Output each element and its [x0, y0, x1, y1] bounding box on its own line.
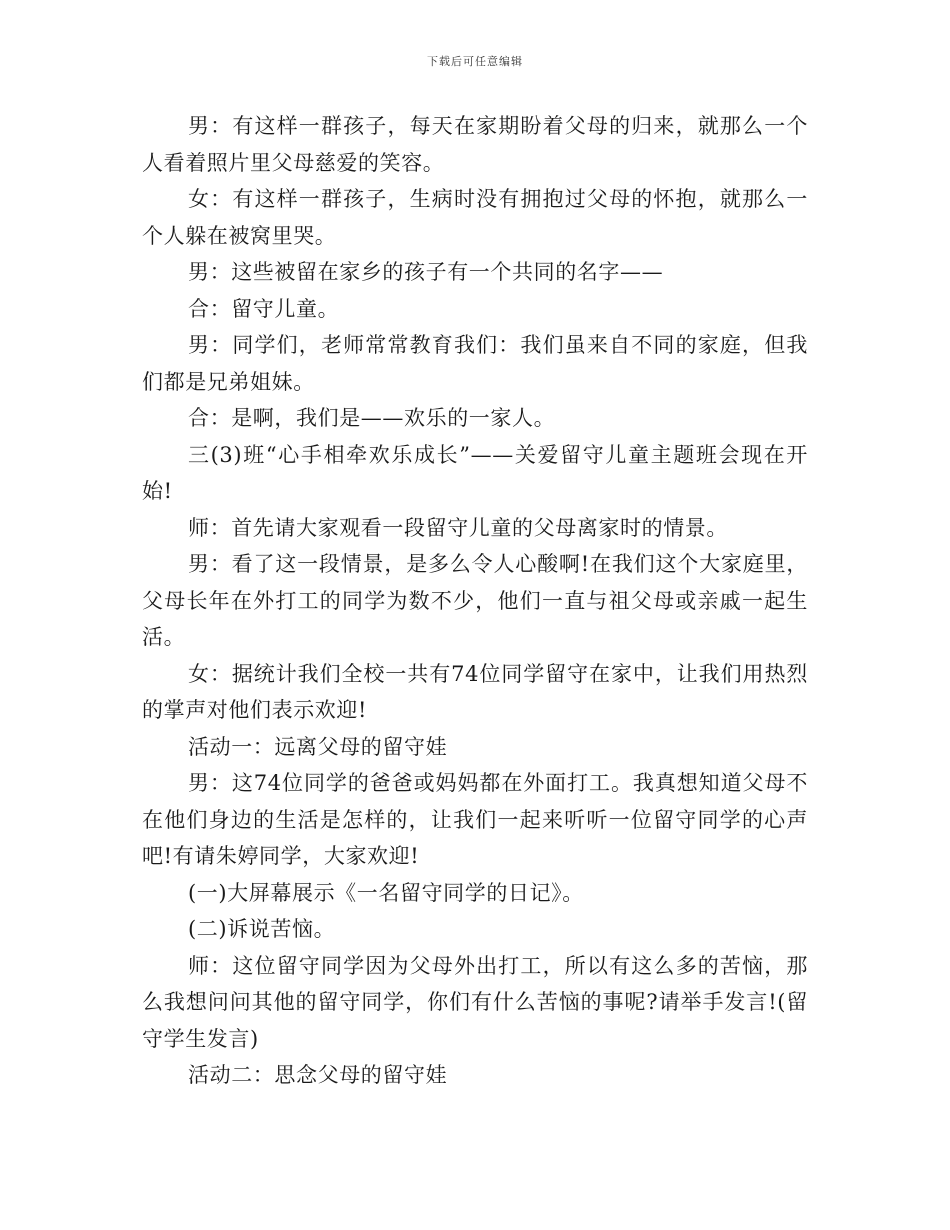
paragraph-13: (一)大屏幕展示《一名留守同学的日记》。	[188, 880, 584, 905]
paragraph-6: 合：是啊，我们是——欢乐的一家人。	[188, 406, 556, 430]
page-header: 下载后可任意编辑	[427, 55, 523, 68]
paragraph-8: 师：首先请大家观看一段留守儿童的父母离家时的情景。	[188, 515, 728, 540]
paragraph-7: 三(3)班“心手相牵欢乐成长”——关爱留守儿童主题班会现在开始!	[142, 442, 808, 503]
paragraph-4: 合：留守儿童。	[188, 296, 340, 321]
section-heading-activity-1: 活动一：远离父母的留守娃	[188, 734, 448, 759]
paragraph-1: 男：有这样一群孩子，每天在家期盼着父母的归来，就那么一个人看着照片里父母慈爱的笑容。	[142, 114, 808, 175]
paragraph-9: 男：看了这一段情景，是多么令人心酸啊!在我们这个大家庭里，父母长年在外打工的同学为数不少，他们一直与祖父母或亲戚一起生活。	[142, 552, 808, 649]
paragraph-14: (二)诉说苦恼。	[188, 917, 336, 941]
paragraph-10: 女：据统计我们全校一共有74位同学留守在家中，让我们用热烈的掌声对他们表示欢迎!	[142, 661, 808, 722]
document-body	[142, 108, 808, 1094]
paragraph-12: 男：这74位同学的爸爸或妈妈都在外面打工。我真想知道父母不在他们身边的生活是怎样的，让我们一起来听听一位留守同学的心声吧!有请朱婷同学，大家欢迎!	[142, 771, 808, 868]
paragraph-15: 师：这位留守同学因为父母外出打工，所以有这么多的苦恼，那么我想问问其他的留守同学，你们有什么苦恼的事呢?请举手发言!(留守学生发言)	[142, 953, 808, 1051]
paragraph-5: 男：同学们，老师常常教育我们：我们虽来自不同的家庭，但我们都是兄弟姐妹。	[142, 333, 808, 394]
paragraph-3: 男：这些被留在家乡的孩子有一个共同的名字——	[188, 260, 664, 284]
section-heading-activity-2: 活动二：思念父母的留守娃	[188, 1063, 448, 1087]
paragraph-2: 女：有这样一群孩子，生病时没有拥抱过父母的怀抱，就那么一个人躲在被窝里哭。	[142, 187, 808, 248]
